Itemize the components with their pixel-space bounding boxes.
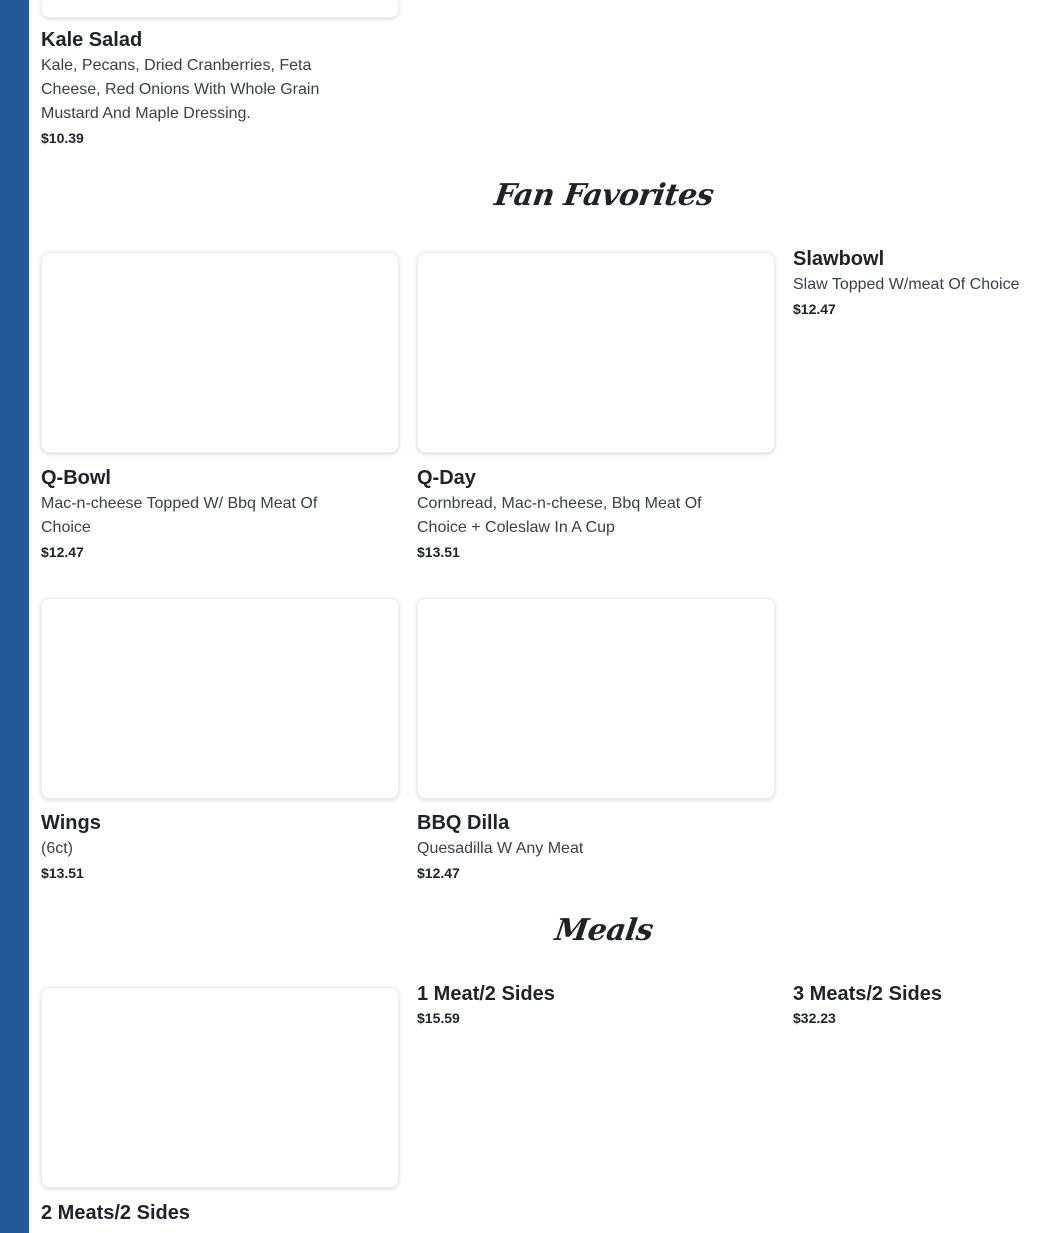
section-title-meals: Meals xyxy=(552,913,656,948)
menu-item-one-meat-two-sides[interactable] xyxy=(417,982,717,1027)
item-name: Kale Salad xyxy=(41,29,143,51)
menu-item-kale-salad[interactable] xyxy=(41,28,341,147)
two-meats-two-sides-image[interactable] xyxy=(41,987,399,1188)
item-name: 2 Meats/2 Sides xyxy=(41,1202,190,1224)
item-price: $12.47 xyxy=(793,301,836,317)
section-title-fan-favorites: Fan Favorites xyxy=(492,178,716,213)
menu-item-three-meats-two-sides[interactable] xyxy=(793,982,1043,1027)
item-price: $12.47 xyxy=(41,544,84,560)
kale-salad-image[interactable] xyxy=(41,0,399,18)
q-bowl-image[interactable] xyxy=(41,252,399,453)
left-rail xyxy=(0,0,29,1233)
item-description: Kale, Pecans, Dried Cranberries, Feta Cheese, Red Onions With Whole Grain Mustard And Maple Dressing. xyxy=(41,57,320,122)
item-name: Wings xyxy=(41,812,101,834)
menu-item-bbq-dilla[interactable] xyxy=(417,811,717,882)
item-name: Q-Day xyxy=(417,467,476,489)
item-description: Quesadilla W Any Meat xyxy=(417,840,584,857)
item-description: Slaw Topped W/meat Of Choice xyxy=(793,276,1020,293)
item-price: $15.59 xyxy=(417,1010,460,1026)
item-name: 1 Meat/2 Sides xyxy=(417,983,555,1005)
item-price: $13.51 xyxy=(417,544,460,560)
menu-item-q-bowl[interactable] xyxy=(41,466,341,561)
item-price: $10.39 xyxy=(41,130,84,146)
wings-image[interactable] xyxy=(41,598,399,799)
item-price: $12.47 xyxy=(417,865,460,881)
item-price: $13.51 xyxy=(41,865,84,881)
item-name: Slawbowl xyxy=(793,248,885,270)
item-name: BBQ Dilla xyxy=(417,812,510,834)
item-name: 3 Meats/2 Sides xyxy=(793,983,942,1005)
item-description: Mac-n-cheese Topped W/ Bbq Meat Of Choice xyxy=(41,495,318,536)
q-day-image[interactable] xyxy=(417,252,775,453)
menu-item-wings[interactable] xyxy=(41,811,341,882)
menu-item-two-meats-two-sides[interactable] xyxy=(41,1201,341,1225)
item-description: Cornbread, Mac-n-cheese, Bbq Meat Of Choice + Coleslaw In A Cup xyxy=(417,495,702,536)
menu-item-q-day[interactable] xyxy=(417,466,717,561)
bbq-dilla-image[interactable] xyxy=(417,598,775,799)
menu-item-slawbowl[interactable] xyxy=(793,247,1043,318)
item-description: (6ct) xyxy=(41,840,73,857)
item-name: Q-Bowl xyxy=(41,467,111,489)
item-price: $32.23 xyxy=(793,1010,836,1026)
